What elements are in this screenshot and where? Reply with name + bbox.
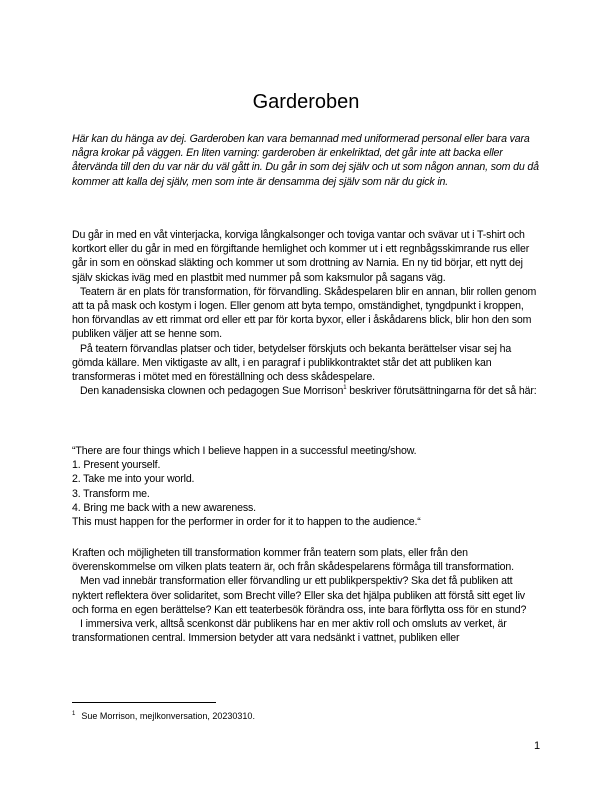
quote-line: This must happen for the performer in order for it to happen to the audience.“: [72, 516, 421, 529]
quote-line: 1. Present yourself.: [72, 459, 161, 472]
body-section-2: [72, 546, 542, 645]
footnote-number: 1: [72, 711, 76, 717]
footnote-text: Sue Morrison, mejlkonversation, 20230310.: [81, 711, 255, 721]
morrison-text-after: beskriver förutsättningarna för det så här:: [346, 385, 537, 398]
paragraph: På teatern förvandlas platser och tider, betydelser förskjuts och bekanta berättelser visar sej ha gömda källare. Men viktigaste av allt, i en paragraf i publikkontraktet står det att publiken kan transformeras i mötet med en föreställning och dess skådespelare.: [72, 342, 512, 384]
footnote: [72, 710, 255, 722]
paragraph: Teatern är en plats för transformation, för förvandling. Skådespelaren blir en annan, blir rollen genom att ta på mask och kostym i logen. Eller genom att byta tempo, omständighet, tyngdpunkt i kroppen, hon förvandlas av ett rimmat ord eller ett par för korta byxor, eller i åskådarens blick, blir hon den som publiken väljer att se henne som.: [72, 285, 537, 341]
page-number: 1: [534, 740, 541, 752]
intro-text: Här kan du hänga av dej. Garderoben kan vara bemannad med uniformerad personal eller bara vara några krokar på väggen. En liten varning: garderoben är enkelriktad, det går inte att backa eller återvända till den du var när du väl gått in. Du går in som dej själv och ut som någon annan, som du då kommer att kalla dej själv, men som inte är densamma dej själv som när du gick in.: [72, 133, 539, 188]
quote-block: [72, 444, 542, 529]
quote-line: 4. Bring me back with a new awareness.: [72, 501, 256, 514]
paragraph: Du går in med en våt vinterjacka, korviga långkalsonger och toviga vantar och svävar ut i T-shirt och kortkort eller du går in med en förgiftande hemlighet och kommer ut i ett regnbågsskimrande rus eller går in som en oönskad släkting och kommer ut som drottning av Narnia. En ny tid börjar, ett nytt dej själv skickas iväg med en plastbit med nummer på som kaksmulor på sagans väg.: [72, 229, 530, 284]
page-title: Garderoben: [252, 91, 360, 113]
intro-paragraph: [72, 132, 542, 189]
footnote-separator: [72, 702, 216, 703]
morrison-text-before: Den kanadensiska clownen och pedagogen Sue Morrison: [80, 385, 344, 398]
paragraph: Men vad innebär transformation eller förvandling ur ett publikperspektiv? Ska det få publiken att nyktert reflektera över solidaritet, som Brecht ville? Eller ska det hjälpa publiken att förstå sitt eget liv och forma en egen berättelse? Kan ett teaterbesök förändra oss, inte bara förflytta oss för en stund?: [72, 575, 527, 616]
paragraph: I immersiva verk, alltså scenkonst där publikens har en mer aktiv roll och omsluts av verket, är transformationen central. Immersion betyder att vara nedsänkt i vattnet, publiken eller: [72, 618, 507, 645]
quote-line: 2. Take me into your world.: [72, 473, 195, 486]
quote-line: “There are four things which I believe happen in a successful meeting/show.: [72, 445, 417, 457]
body-section-1: [72, 228, 542, 398]
morrison-paragraph: [72, 384, 542, 398]
paragraph: Kraften och möjligheten till transformation kommer från teatern som plats, eller från den överenskommelse om vilken plats teatern är, och från skådespelarens förmåga till transformation.: [72, 547, 514, 574]
footnote-reference[interactable]: 1: [343, 385, 347, 392]
quote-line: 3. Transform me.: [72, 487, 150, 500]
